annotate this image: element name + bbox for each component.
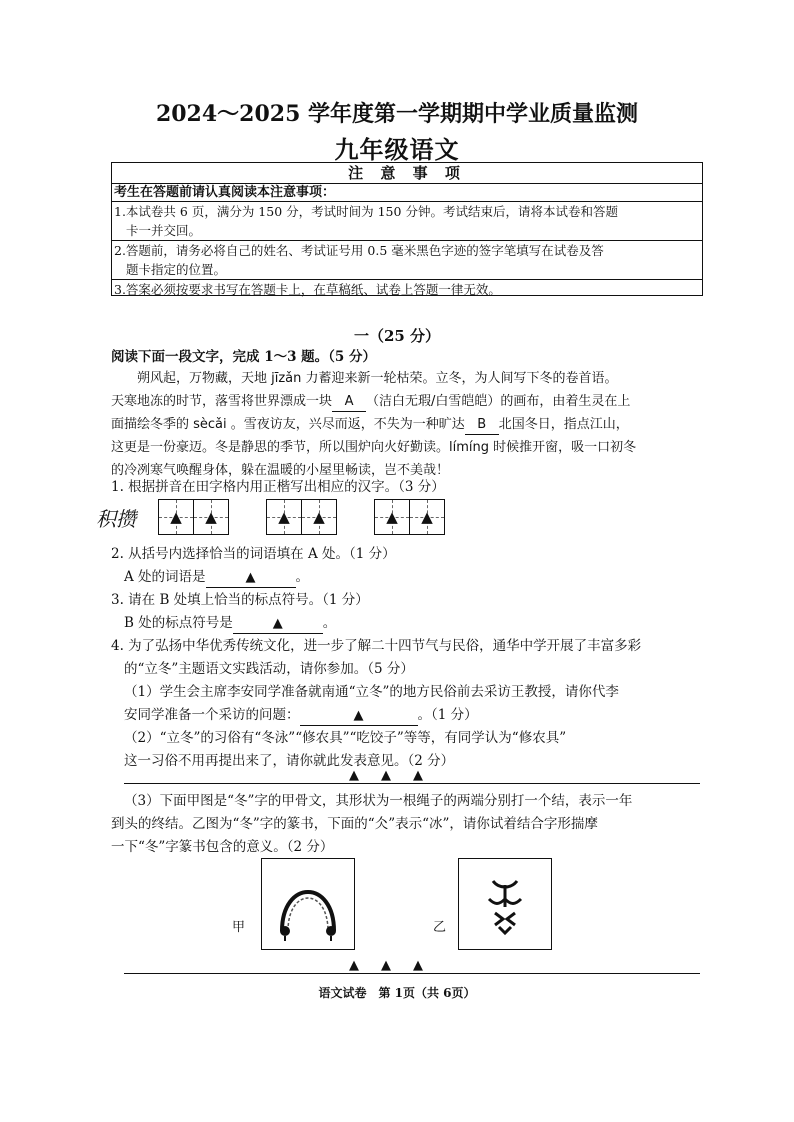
question-3: 3. 请在 B 处填上恰当的标点符号。（1 分）	[111, 592, 369, 608]
reading-line-4: 这更是一份豪迈。冬是静思的季节，所以围炉向火好勤读。límíng 时候推开窗，吸一口初冬	[111, 440, 637, 455]
reading-line-2	[111, 393, 630, 412]
figure-label-yi: 乙	[433, 920, 447, 935]
figure-label-jia: 甲	[232, 920, 246, 935]
notice-heading: 注 意 事 项	[112, 163, 702, 184]
page-footer: 语文试卷 第 1页（共 6页）	[318, 986, 476, 1000]
answer-prefix: B 处的标点符号是	[124, 615, 233, 631]
rope-knot-icon	[262, 859, 354, 949]
question-4-1-line-2	[124, 706, 478, 726]
question-1: 1. 根据拼音在田字格内用正楷写出相应的汉字。（3 分）	[111, 479, 445, 495]
answer-line	[124, 783, 700, 784]
question-3-answer	[124, 614, 336, 634]
reading-line-2b: （洁白无瑕/白雪皑皑）的画布，由着生灵在上	[366, 394, 631, 409]
notice-item-1-cont: 卡一并交回。	[126, 223, 202, 238]
tianzige-group-3	[374, 499, 445, 535]
question-4-2-line-2: 这一习俗不用再提出来了，请你就此发表意见。（2 分）	[124, 753, 455, 769]
seal-character-icon	[459, 859, 551, 949]
tianzige-cell: ▲	[158, 499, 194, 535]
tianzige-cell: ▲	[266, 499, 302, 535]
sub-question-text: 安同学准备一个采访的问题：	[124, 707, 300, 723]
tianzige-cell: ▲	[410, 499, 445, 535]
notice-box	[111, 162, 703, 296]
answer-blank: ▲	[206, 569, 296, 588]
handwritten-answer: 积攒	[96, 507, 136, 531]
oracle-bone-figure	[261, 858, 355, 950]
reading-line-5: 的冷冽寒气唤醒身体，躲在温暖的小屋里畅读，岂不美哉！	[111, 463, 450, 478]
tianzige-cell: ▲	[374, 499, 410, 535]
notice-item-3: 3.答案必须按要求书写在答题卡上，在草稿纸、试卷上答题一律无效。	[112, 279, 702, 299]
seal-script-figure	[458, 858, 552, 950]
reading-line-1: 朔风起，万物藏，天地 jīzǎn 力蓄迎来新一轮枯荣。立冬，为人间写下冬的卷首语。	[137, 371, 618, 386]
notice-item-2-cont: 题卡指定的位置。	[126, 262, 227, 277]
reading-intro: 阅读下面一段文字，完成 1～3 题。（5 分）	[111, 349, 377, 365]
footer-rule	[124, 973, 700, 974]
question-2: 2. 从括号内选择恰当的词语填在 A 处。（1 分）	[111, 546, 396, 562]
notice-item-2: 2.答题前，请务必将自己的姓名、考试证号用 0.5 毫米黑色字迹的签字笔填写在试卷及答	[112, 240, 702, 260]
answer-blank: ▲	[300, 707, 418, 726]
tianzige-group-2	[266, 499, 337, 535]
answer-blank: ▲	[233, 615, 323, 634]
question-4-2-line-1: （2）“立冬”的习俗有“冬泳”“修农具”“吃饺子”等等，有同学认为“修农具”	[124, 730, 567, 746]
question-4-3-line-1: （3）下面甲图是“冬”字的甲骨文，其形状为一根绳子的两端分别打一个结，表示一年	[124, 793, 633, 809]
question-4-1-line-1: （1）学生会主席李安同学准备就南通“立冬”的地方民俗前去采访王教授，请你代李	[124, 684, 619, 700]
reading-line-3a: 面描绘冬季的 sècǎi 。雪夜访友，兴尽而返，不失为一种旷达	[111, 417, 465, 432]
tianzige-group-1	[158, 499, 229, 535]
tianzige-cell: ▲	[302, 499, 337, 535]
reading-line-2a: 天寒地冻的时节，落雪将世界漂成一块	[111, 394, 333, 409]
answer-marks: ▲▲▲	[349, 768, 445, 783]
subject-title: 九年级语文	[334, 135, 460, 164]
answer-prefix: A 处的词语是	[124, 569, 206, 585]
answer-suffix: 。	[295, 569, 310, 585]
reading-line-3b: 北国冬日，指点江山，	[498, 417, 629, 432]
question-2-answer	[124, 568, 309, 588]
reading-line-3	[111, 416, 629, 435]
blank-a: A	[332, 393, 366, 412]
section-title: 一（25 分）	[353, 327, 441, 345]
notice-subheading: 考生在答题前请认真阅读本注意事项：	[114, 185, 336, 200]
answer-marks: ▲▲▲	[349, 958, 445, 973]
blank-b: B	[465, 416, 499, 435]
question-4-3-line-2: 到头的终结。乙图为“冬”字的篆书，下面的“仌”表示“冰”，请你试着结合字形揣摩	[111, 816, 598, 832]
question-4-line-2: 的“立冬”主题语文实践活动，请你参加。（5 分）	[124, 661, 414, 677]
question-4-3-line-3: 一下“冬”字篆书包含的意义。（2 分）	[111, 839, 334, 855]
score-text: 。（1 分）	[417, 707, 478, 723]
exam-title: 2024～2025 学年度第一学期期中学业质量监测	[155, 101, 639, 127]
tianzige-cell: ▲	[194, 499, 229, 535]
notice-item-1: 1.本试卷共 6 页，满分为 150 分，考试时间为 150 分钟。考试结束后，请将本试卷和答题	[112, 201, 702, 221]
answer-suffix: 。	[322, 615, 337, 631]
question-4-line-1: 4. 为了弘扬中华优秀传统文化，进一步了解二十四节气与民俗，通华中学开展了丰富多彩	[111, 638, 642, 654]
